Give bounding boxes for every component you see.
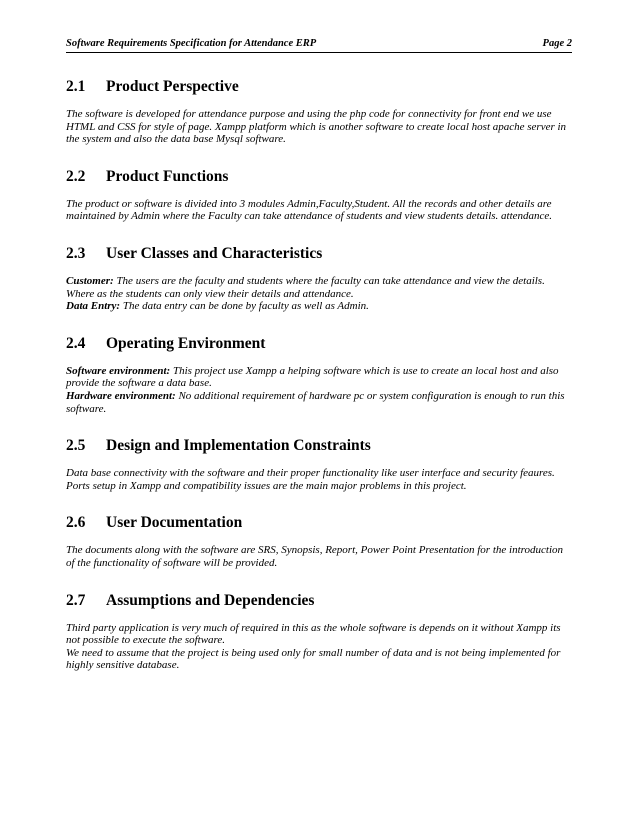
paragraph <box>66 300 572 313</box>
section-heading <box>66 514 572 532</box>
section-heading <box>66 245 572 263</box>
sections-container <box>66 78 572 672</box>
section-body <box>66 467 572 492</box>
section-heading <box>66 168 572 186</box>
paragraph <box>66 390 572 415</box>
document-page <box>66 38 572 672</box>
section-heading <box>66 437 572 455</box>
paragraph <box>66 108 572 146</box>
paragraph <box>66 198 572 223</box>
section-number: 2.6 <box>66 514 86 532</box>
paragraph <box>66 544 572 569</box>
section-number: 2.4 <box>66 334 86 352</box>
section-number: 2.5 <box>66 437 86 455</box>
section-2-4 <box>66 335 572 415</box>
paragraph <box>66 288 572 301</box>
paragraph-text: Ports setup in Xampp and compatibility issues are the main major problems in this project. <box>66 479 467 492</box>
section-number: 2.1 <box>66 78 86 95</box>
section-2-7 <box>66 592 572 672</box>
section-2-3 <box>66 245 572 313</box>
paragraph-text: Third party application is very much of required in this as the whole software is depends on it without Xampp its not possible to execute the software. <box>66 621 561 647</box>
section-2-6 <box>66 514 572 569</box>
paragraph <box>66 622 572 647</box>
section-body <box>66 275 572 313</box>
section-title: Operating Environment <box>106 334 266 352</box>
paragraph-text: The data entry can be done by faculty as well as Admin. <box>120 300 369 313</box>
section-body <box>66 198 572 223</box>
section-title: Product Perspective <box>106 78 239 95</box>
section-title: User Documentation <box>106 514 243 532</box>
running-header <box>66 38 572 53</box>
section-body <box>66 365 572 415</box>
section-title: User Classes and Characteristics <box>106 244 323 262</box>
section-body <box>66 544 572 569</box>
document-title: Software Requirements Specification for Attendance ERP <box>66 38 317 49</box>
section-number: 2.3 <box>66 244 86 262</box>
section-2-2 <box>66 168 572 223</box>
paragraph <box>66 467 572 480</box>
paragraph-text: Data base connectivity with the software and their proper functionality like user interface and security feaures. <box>66 467 555 480</box>
paragraph-text: The documents along with the software are SRS, Synopsis, Report, Power Point Presentation for the introduction of the functionality of software will be provided. <box>66 544 563 569</box>
term-label: Customer: <box>66 274 114 287</box>
term-label: Software environment: <box>66 364 171 377</box>
paragraph <box>66 275 572 288</box>
section-number: 2.7 <box>66 591 86 609</box>
paragraph <box>66 480 572 493</box>
section-heading <box>66 335 572 353</box>
section-title: Design and Implementation Constraints <box>106 437 371 455</box>
section-2-1 <box>66 78 572 146</box>
paragraph-text: The product or software is divided into 3 modules Admin,Faculty,Student. All the records and other details are maintained by Admin where the Faculty can take attendance of students and view students details. attendance. <box>66 197 553 223</box>
section-body <box>66 622 572 672</box>
term-label: Data Entry: <box>66 300 121 313</box>
section-title: Product Functions <box>106 167 229 185</box>
paragraph-text: The users are the faculty and students where the faculty can take attendance and view the details. <box>113 274 545 287</box>
term-label: Hardware environment: <box>66 389 176 402</box>
paragraph-text: The software is developed for attendance purpose and using the php code for connectivity for front end we use HTML and CSS for style of page. Xampp platform which is another software to create local host apache server in the system and also the data base Mysql software. <box>66 108 567 146</box>
section-title: Assumptions and Dependencies <box>106 591 315 609</box>
paragraph-text: We need to assume that the project is being used only for small number of data and is not being implemented for highly sensitive database. <box>66 646 561 672</box>
paragraph-text: Where as the students can only view their details and attendance. <box>66 287 354 300</box>
page-number: Page 2 <box>542 38 572 49</box>
paragraph-text: This project use Xampp a helping software which is use to create an local host and also provide the software a data base. <box>66 364 559 390</box>
section-heading <box>66 592 572 610</box>
section-heading <box>66 78 572 96</box>
section-number: 2.2 <box>66 167 86 185</box>
paragraph <box>66 365 572 390</box>
section-body <box>66 108 572 146</box>
paragraph-text: No additional requirement of hardware pc or system configuration is enough to run this software. <box>66 389 565 415</box>
paragraph <box>66 647 572 672</box>
section-2-5 <box>66 437 572 492</box>
